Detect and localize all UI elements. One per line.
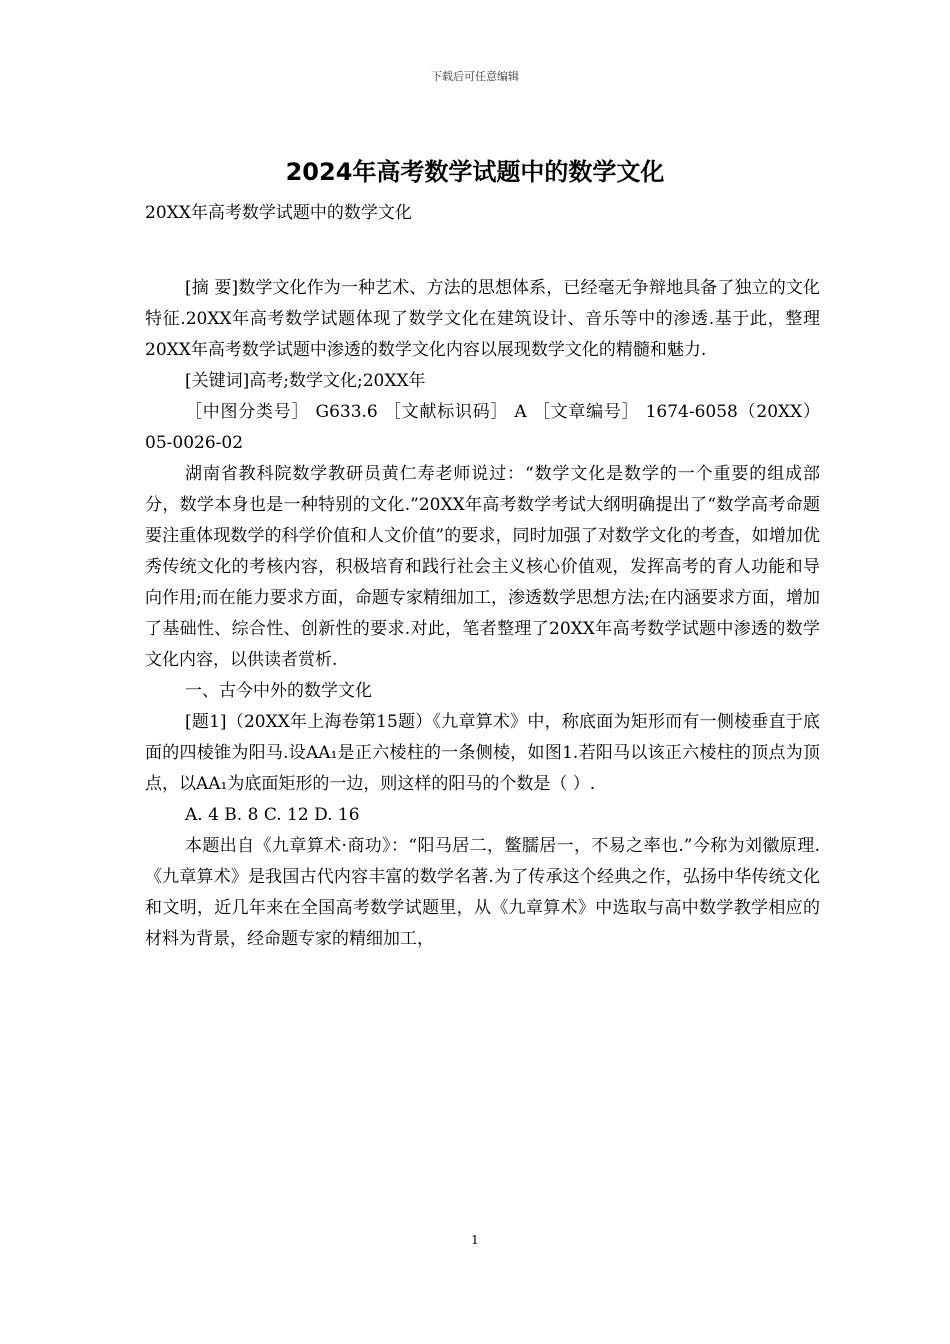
question-paragraph: [题1]（20XX年上海卷第15题）《九章算术》中，称底面为矩形而有一侧棱垂直于底面的四棱锥为阳马.设AA₁是正六棱柱的一条侧棱，如图1.若阳马以该正六棱柱的顶点为顶点，以AA₁为底面矩形的一边，则这样的阳马的个数是（ ）.	[145, 712, 820, 794]
answer-options: A. 4 B. 8 C. 12 D. 16	[185, 805, 360, 825]
document-subtitle: 20XX年高考数学试题中的数学文化	[145, 203, 412, 223]
classification-paragraph: ［中图分类号］ G633.6 ［文献标识码］ A ［文章编号］ 1674-6058（20XX）05-0026-02	[145, 402, 820, 453]
document-body	[145, 198, 820, 955]
analysis-paragraph: 本题出自《九章算术·商功》：“阳马居二，鳖臑居一，不易之率也.”今称为刘徽原理.《九章算术》是我国古代内容丰富的数学名著.为了传承这个经典之作，弘扬中华传统文化和文明，近几年来在全国高考数学试题里，从《九章算术》中选取与高中数学教学相应的材料为背景，经命题专家的精细加工，	[145, 836, 820, 949]
intro-paragraph: 湖南省教科院数学教研员黄仁寿老师说过：“数学文化是数学的一个重要的组成部分，数学本身也是一种特别的文化.”20XX年高考数学考试大纲明确提出了“数学高考命题要注重体现数学的科学价值和人文价值”的要求，同时加强了对数学文化的考查，如增加优秀传统文化的考核内容，积极培育和践行社会主义核心价值观，发挥高考的育人功能和导向作用;而在能力要求方面，命题专家精细加工，渗透数学思想方法;在内涵要求方面，增加了基础性、综合性、创新性的要求.对此，笔者整理了20XX年高考数学试题中渗透的数学文化内容，以供读者赏析.	[145, 464, 820, 670]
header-note: 下载后可任意编辑	[431, 70, 519, 83]
spacer	[145, 229, 820, 273]
keywords-paragraph: [关键词]高考;数学文化;20XX年	[185, 371, 426, 391]
section-heading: 一、古今中外的数学文化	[185, 681, 372, 701]
page-number: 1	[471, 1233, 479, 1247]
abstract-paragraph: [摘 要]数学文化作为一种艺术、方法的思想体系，已经毫无争辩地具备了独立的文化特征.20XX年高考数学试题体现了数学文化在建筑设计、音乐等中的渗透.基于此，整理20XX年高考数学试题中渗透的数学文化内容以展现数学文化的精髓和魅力.	[145, 278, 820, 360]
document-title: 2024年高考数学试题中的数学文化	[285, 158, 665, 186]
